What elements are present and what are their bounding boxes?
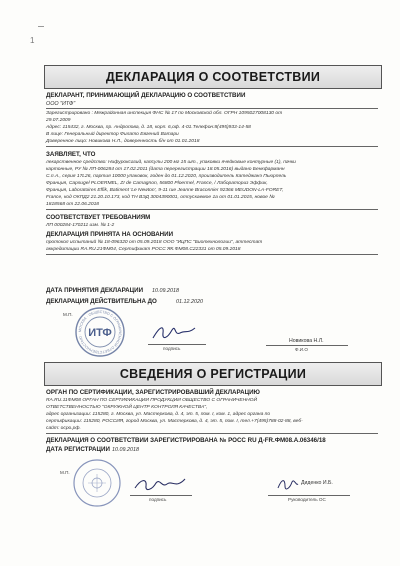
svg-text:МОСКВА · ОБЩЕСТВО С ОГРАНИЧЕНН: МОСКВА · ОБЩЕСТВО С ОГРАНИЧЕННОЙ ОТВЕТСТВЕННОСТЬЮ · [77,309,123,355]
registration-title: СВЕДЕНИЯ О РЕГИСТРАЦИИ [44,362,382,386]
scan-mark [38,26,44,27]
svg-text:ИТФ: ИТФ [88,327,112,339]
stamp-label: М.П. [60,470,70,475]
requirements-text: ЛП 000284-170211 изм. № 1-2 [46,223,115,228]
basis-line: протокол испытаний № 18-096320 от 05.09.2018 ООО "ИЦПС "Биотехнологии", аттестат [46,240,263,245]
date-label: ДАТА ПРИНЯТИЯ ДЕКЛАРАЦИИ [46,287,144,294]
reg-line: Адрес: 115432, г. Москва, пр. Андропова, д. 18, корп. 6,оф. 4-01.Телефон:8(495)933-14-58 [46,125,251,130]
product-line: Франция, Laboratoires Effik, Batiment 'Le Newton', 9-11 rue Jeanne Braconnier 92366 MEUDON-LA-FORET, [46,188,284,193]
declarant-heading: ДЕКЛАРАНТ, ПРИНИМАЮЩИЙ ДЕКЛАРАЦИЮ О СООТВЕТСТВИИ [46,92,246,99]
body-line: сайт: ocpo.рф. [46,426,81,431]
date-value: 10.09.2018 [152,288,179,294]
divider [46,209,378,210]
reg-number-heading: ДЕКЛАРАЦИЯ О СООТВЕТСТВИИ ЗАРЕГИСТРИРОВАНА № РОСС RU Д-FR.ФМ08.А.06346/18 [46,437,326,444]
product-line: Франция, Capsugel PLOERMEL, ZI de Camagnon, 56800 Ploermel, France, / Лабораториз Эффик, [46,181,268,186]
reg-line: В лице: Генеральный директор Филато Евгений Ватари [46,132,179,137]
signature-line [130,495,192,496]
body-line: RA.RU.11ФМ08 ОРГАН ПО СЕРТИФИКАЦИИ ПРОДУКЦИИ ОБЩЕСТВО С ОГРАНИЧЕННОЙ [46,398,257,403]
product-line: 1818568 от 22.06.2018 [46,202,100,207]
basis-heading: ДЕКЛАРАЦИЯ ПРИНЯТА НА ОСНОВАНИИ [46,231,174,238]
signature-scribble [132,474,188,496]
reg-line: Доверенное лицо: Новикова Н.Л., доверенность б/н от 01.01.2018 [46,139,200,144]
requirements-heading: СООТВЕТСТВУЕТ ТРЕБОВАНИЯМ [46,214,151,221]
reg-date-label: ДАТА РЕГИСТРАЦИИ [46,446,110,453]
signature-initials [276,476,300,494]
head-name: Диденко И.Б. [301,480,333,486]
corner-mark: 1 [30,36,35,45]
divider [46,433,378,434]
valid-value: 01.12.2020 [176,299,203,305]
divider [46,254,378,255]
reg-line: Зарегистрировано : Межрайонная инспекция ФНС № 17 по Московской обл. ОГРН 1095027008130 от [46,111,283,116]
product-line: France, код ОКПД2 21.20.10.173, код ТН ВЭД 3004390001, отпускаемое 1а от 01.01.2015, новое № [46,195,275,200]
signature-label: подпись [149,497,167,502]
statement-heading: ЗАЯВЛЯЕТ, ЧТО [46,151,96,158]
body-line: ОТВЕТСТВЕННОСТЬЮ "ОКРУЖНОЙ ЦЕНТР КОНТРОЛЯ КАЧЕСТВА", [46,405,208,410]
basis-line: аккредитации RA.RU.21ФМ04, Сертификат РОСС ЯК.ФМ08.С22331 от 05.09.2018 [46,247,241,252]
name-line [266,345,348,346]
product-line: лекарственное средство: Нифуроксазид, капсулы 200 мг 15 шт., упаковки ячейковые контурные (1), пачки [46,160,296,165]
declaration-title: ДЕКЛАРАЦИЯ О СООТВЕТСТВИИ [44,65,382,89]
name-line [268,495,350,496]
signer-label: Ф.И.О [295,347,308,352]
signature-label: подпись [163,346,181,351]
body-line: адрес организации: 115280, г. Москва, ул. Мастеркова, д. 4, эт. 5, пом. I, ком. 1, адрес органа по [46,412,271,417]
company-stamp [74,306,126,358]
product-line: картонные, РУ № ЛП-006284 от 17.02.2011 (дата перерегистрации 18.05.2016) выдано Бенкфарманн [46,167,285,172]
product-line: С.п.А., серия 17L26, партия 10000 упаковок, годен до 01.12.2020, производитель Катеджанэ Пьюрпель [46,174,287,179]
body-line: сертификации: 115280, РОССИЯ, город Москва, ул. Мастеркова, д. 4, эт. 5, пом. I, тел.+7(495)788-02-88, веб- [46,419,303,424]
certification-stamp [72,458,122,508]
signature-line [148,344,206,345]
body-heading: ОРГАН ПО СЕРТИФИКАЦИИ, ЗАРЕГИСТРИРОВАВШИЙ ДЕКЛАРАЦИЮ [46,389,260,396]
stamp-label: М.П. [63,312,73,317]
divider [46,108,378,109]
signature-scribble [150,322,198,344]
signer-name: Новикова Н.Л. [289,338,324,344]
reg-line: 29.07.2009 [46,118,71,123]
head-label: Руководитель ОС [288,497,326,502]
valid-label: ДЕКЛАРАЦИЯ ДЕЙСТВИТЕЛЬНА ДО [46,298,157,305]
reg-date-value: 10.09.2018 [112,447,139,453]
declarant-name: ООО "ИТФ" [46,101,76,107]
divider [46,146,378,147]
